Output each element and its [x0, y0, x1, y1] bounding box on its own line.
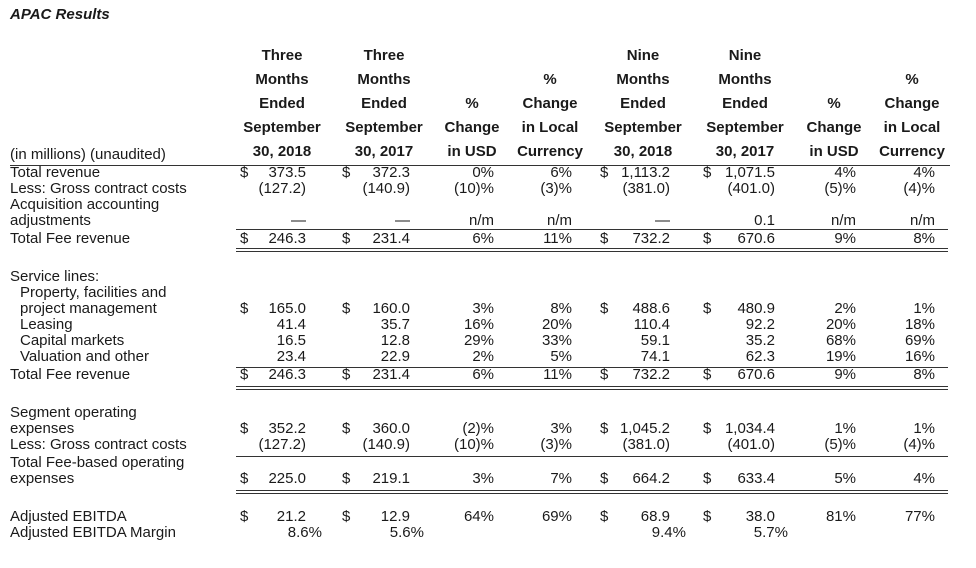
cell-value: 69%: [541, 508, 572, 525]
cell-value: 480.9: [737, 300, 775, 317]
currency-symbol: $: [600, 470, 609, 487]
cell-value: 633.4: [737, 470, 775, 487]
cell-value: 231.4: [372, 366, 410, 383]
cell-value: 20%: [541, 316, 572, 333]
currency-symbol: $: [703, 470, 712, 487]
column-header-change-usd-ytd: [800, 92, 868, 164]
total-rule: [236, 490, 948, 494]
cell-value: 4%: [913, 164, 935, 181]
cell-value: 6%: [550, 164, 572, 181]
cell-value: 18%: [904, 316, 935, 333]
cell-value: 69%: [904, 332, 935, 349]
row-label: Total revenue: [10, 164, 101, 181]
cell-value: 8%: [913, 366, 935, 383]
cell-value: 21.2: [276, 508, 306, 525]
currency-symbol: $: [600, 508, 609, 525]
cell-value: 81%: [825, 508, 856, 525]
cell-value: 20%: [825, 316, 856, 333]
cell-value: 488.6: [632, 300, 670, 317]
currency-symbol: $: [703, 164, 712, 181]
cell-value: 11%: [543, 230, 572, 247]
column-header-line: Change: [444, 119, 500, 136]
currency-symbol: $: [240, 300, 249, 317]
cell-value: 16%: [463, 316, 494, 333]
cell-value: 5%: [834, 470, 856, 487]
column-header-line: Months: [616, 71, 670, 88]
column-header-line: %: [905, 71, 919, 88]
cell-value: (2)%: [462, 420, 494, 437]
cell-value: 8%: [913, 230, 935, 247]
row-label: Less: Gross contract costs: [10, 436, 187, 453]
cell-value: 33%: [541, 332, 572, 349]
column-header-line: in USD: [809, 143, 859, 160]
column-header-line: Change: [522, 95, 578, 112]
cell-value: 3%: [472, 300, 494, 317]
subtotal-rule: [236, 456, 948, 457]
cell-value: 5.6%: [389, 524, 424, 541]
table-row: [0, 231, 976, 247]
table-row: [0, 455, 976, 471]
cell-value: —: [655, 212, 670, 229]
total-rule: [236, 248, 948, 252]
cell-value: 160.0: [372, 300, 410, 317]
cell-value: —: [291, 212, 306, 229]
currency-symbol: $: [240, 420, 249, 437]
cell-value: 732.2: [632, 366, 670, 383]
cell-value: (140.9): [362, 180, 410, 197]
table-row: [0, 317, 976, 333]
currency-symbol: $: [703, 366, 712, 383]
column-header-line: Months: [718, 71, 772, 88]
subtotal-rule: [236, 367, 948, 368]
table-row: [0, 471, 976, 487]
column-header-line: 30, 2018: [252, 143, 312, 160]
table-row: [0, 333, 976, 349]
column-header-line: Currency: [517, 143, 583, 160]
column-header-line: Months: [255, 71, 309, 88]
row-label: Acquisition accounting: [10, 196, 160, 213]
column-header-line: Nine: [728, 47, 762, 64]
table-row: [0, 349, 976, 365]
cell-value: (381.0): [622, 180, 670, 197]
table-row: [0, 181, 976, 197]
column-header-line: 30, 2018: [613, 143, 673, 160]
cell-value: 77%: [904, 508, 935, 525]
row-label: Leasing: [20, 316, 73, 333]
cell-value: 1,034.4: [724, 420, 775, 437]
currency-symbol: $: [342, 300, 351, 317]
cell-value: 0.1: [754, 212, 775, 229]
column-header-line: Ended: [620, 95, 666, 112]
row-label: Valuation and other: [20, 348, 149, 365]
row-label: Total Fee-based operating: [10, 454, 185, 471]
currency-symbol: $: [703, 420, 712, 437]
units-label: (in millions) (unaudited): [10, 146, 166, 163]
column-header-line: Change: [884, 95, 940, 112]
currency-symbol: $: [342, 164, 351, 181]
table-row: [0, 213, 976, 229]
cell-value: 165.0: [268, 300, 306, 317]
cell-value: 373.5: [268, 164, 306, 181]
table-row: [0, 525, 976, 541]
column-header-line: 30, 2017: [715, 143, 775, 160]
cell-value: 1%: [834, 420, 856, 437]
cell-value: 8%: [550, 300, 572, 317]
cell-value: 4%: [913, 470, 935, 487]
cell-value: 68.9: [640, 508, 670, 525]
currency-symbol: $: [600, 366, 609, 383]
row-label: Less: Gross contract costs: [10, 180, 187, 197]
cell-value: 9.4%: [651, 524, 686, 541]
currency-symbol: $: [703, 300, 712, 317]
column-header-line: September: [345, 119, 423, 136]
cell-value: 225.0: [268, 470, 306, 487]
cell-value: 74.1: [640, 348, 670, 365]
column-header-three-months-2018: [235, 44, 329, 164]
cell-value: 23.4: [276, 348, 306, 365]
cell-value: 64%: [463, 508, 494, 525]
column-header-line: %: [827, 95, 841, 112]
cell-value: 3%: [550, 420, 572, 437]
cell-value: n/m: [468, 212, 494, 229]
table-row: [0, 165, 976, 181]
column-header-nine-months-2017: [698, 44, 792, 164]
cell-value: 664.2: [632, 470, 670, 487]
row-label: Total Fee revenue: [10, 366, 131, 383]
column-header-line: 30, 2017: [354, 143, 414, 160]
row-label: Capital markets: [20, 332, 125, 349]
currency-symbol: $: [703, 230, 712, 247]
cell-value: 352.2: [268, 420, 306, 437]
cell-value: 7%: [550, 470, 572, 487]
row-label: Segment operating: [10, 404, 137, 421]
column-header-line: in Local: [883, 119, 941, 136]
cell-value: 360.0: [372, 420, 410, 437]
cell-value: 2%: [472, 348, 494, 365]
cell-value: 219.1: [372, 470, 410, 487]
row-label: expenses: [10, 420, 75, 437]
column-header-line: %: [465, 95, 479, 112]
table-row: [0, 197, 976, 213]
cell-value: (401.0): [727, 180, 775, 197]
cell-value: 732.2: [632, 230, 670, 247]
currency-symbol: $: [600, 230, 609, 247]
column-header-line: Ended: [722, 95, 768, 112]
table-row: [0, 269, 976, 285]
currency-symbol: $: [600, 300, 609, 317]
cell-value: (4)%: [903, 436, 935, 453]
row-label: adjustments: [10, 212, 91, 229]
row-label: Adjusted EBITDA Margin: [10, 524, 176, 541]
cell-value: 4%: [834, 164, 856, 181]
cell-value: (127.2): [258, 180, 306, 197]
table-row: [0, 509, 976, 525]
column-header-line: Ended: [259, 95, 305, 112]
cell-value: 2%: [834, 300, 856, 317]
currency-symbol: $: [240, 230, 249, 247]
cell-value: 59.1: [640, 332, 670, 349]
cell-value: 1,071.5: [724, 164, 775, 181]
cell-value: (140.9): [362, 436, 410, 453]
column-header-three-months-2017: [337, 44, 431, 164]
column-header-change-local-ytd: [872, 68, 952, 164]
column-header-line: in Local: [521, 119, 579, 136]
cell-value: 22.9: [380, 348, 410, 365]
column-header-change-local-q3: [510, 68, 590, 164]
cell-value: 68%: [825, 332, 856, 349]
table-row: [0, 285, 976, 301]
cell-value: (127.2): [258, 436, 306, 453]
currency-symbol: $: [600, 164, 609, 181]
cell-value: n/m: [830, 212, 856, 229]
cell-value: 110.4: [633, 316, 670, 333]
cell-value: (10)%: [453, 180, 494, 197]
currency-symbol: $: [240, 366, 249, 383]
column-header-line: Nine: [626, 47, 660, 64]
cell-value: 1%: [913, 420, 935, 437]
cell-value: 5%: [550, 348, 572, 365]
cell-value: 670.6: [737, 230, 775, 247]
cell-value: 11%: [543, 366, 572, 383]
row-label: Adjusted EBITDA: [10, 508, 127, 525]
cell-value: 0%: [472, 164, 494, 181]
table-row: [0, 405, 976, 421]
cell-value: 1,113.2: [621, 164, 670, 181]
cell-value: 12.9: [380, 508, 410, 525]
currency-symbol: $: [240, 470, 249, 487]
cell-value: 1,045.2: [619, 420, 670, 437]
column-header-line: September: [604, 119, 682, 136]
cell-value: (5)%: [824, 436, 856, 453]
cell-value: 246.3: [268, 230, 306, 247]
cell-value: 16%: [904, 348, 935, 365]
cell-value: 16.5: [276, 332, 306, 349]
table-row: [0, 301, 976, 317]
column-header-line: Change: [806, 119, 862, 136]
cell-value: 38.0: [745, 508, 775, 525]
currency-symbol: $: [703, 508, 712, 525]
cell-value: 1%: [913, 300, 935, 317]
cell-value: 41.4: [276, 316, 306, 333]
cell-value: (3)%: [540, 180, 572, 197]
subtotal-rule: [236, 229, 948, 230]
cell-value: 29%: [463, 332, 494, 349]
cell-value: (3)%: [540, 436, 572, 453]
cell-value: (381.0): [622, 436, 670, 453]
currency-symbol: $: [240, 508, 249, 525]
cell-value: 246.3: [268, 366, 306, 383]
row-label: Property, facilities and: [20, 284, 167, 301]
cell-value: 231.4: [372, 230, 410, 247]
cell-value: (5)%: [824, 180, 856, 197]
currency-symbol: $: [342, 366, 351, 383]
cell-value: 19%: [825, 348, 856, 365]
column-header-nine-months-2018: [596, 44, 690, 164]
row-label: project management: [20, 300, 157, 317]
column-header-line: in USD: [447, 143, 497, 160]
column-header-change-usd-q3: [438, 92, 506, 164]
currency-symbol: $: [342, 470, 351, 487]
page-title: APAC Results: [10, 6, 110, 23]
column-header-line: Three: [261, 47, 303, 64]
table-row: [0, 421, 976, 437]
cell-value: n/m: [546, 212, 572, 229]
column-header-line: September: [243, 119, 321, 136]
row-label: expenses: [10, 470, 75, 487]
cell-value: 6%: [472, 366, 494, 383]
row-label: Service lines:: [10, 268, 100, 285]
cell-value: 35.2: [745, 332, 775, 349]
cell-value: —: [395, 212, 410, 229]
row-label: Total Fee revenue: [10, 230, 131, 247]
column-header-line: Ended: [361, 95, 407, 112]
cell-value: 6%: [472, 230, 494, 247]
cell-value: 35.7: [380, 316, 410, 333]
column-header-line: September: [706, 119, 784, 136]
table-row: [0, 367, 976, 383]
cell-value: 670.6: [737, 366, 775, 383]
cell-value: 92.2: [745, 316, 775, 333]
column-header-line: Currency: [879, 143, 945, 160]
currency-symbol: $: [600, 420, 609, 437]
cell-value: 5.7%: [753, 524, 788, 541]
cell-value: (401.0): [727, 436, 775, 453]
cell-value: 12.8: [380, 332, 410, 349]
table-row: [0, 437, 976, 453]
cell-value: 3%: [472, 470, 494, 487]
cell-value: (4)%: [903, 180, 935, 197]
currency-symbol: $: [342, 420, 351, 437]
cell-value: (10)%: [453, 436, 494, 453]
cell-value: 9%: [834, 366, 856, 383]
column-header-line: %: [543, 71, 557, 88]
currency-symbol: $: [342, 508, 351, 525]
cell-value: 62.3: [745, 348, 775, 365]
cell-value: n/m: [909, 212, 935, 229]
currency-symbol: $: [342, 230, 351, 247]
column-header-line: Three: [363, 47, 405, 64]
currency-symbol: $: [240, 164, 249, 181]
cell-value: 8.6%: [287, 524, 322, 541]
cell-value: 372.3: [372, 164, 410, 181]
total-rule: [236, 386, 948, 390]
cell-value: 9%: [834, 230, 856, 247]
column-header-line: Months: [357, 71, 411, 88]
